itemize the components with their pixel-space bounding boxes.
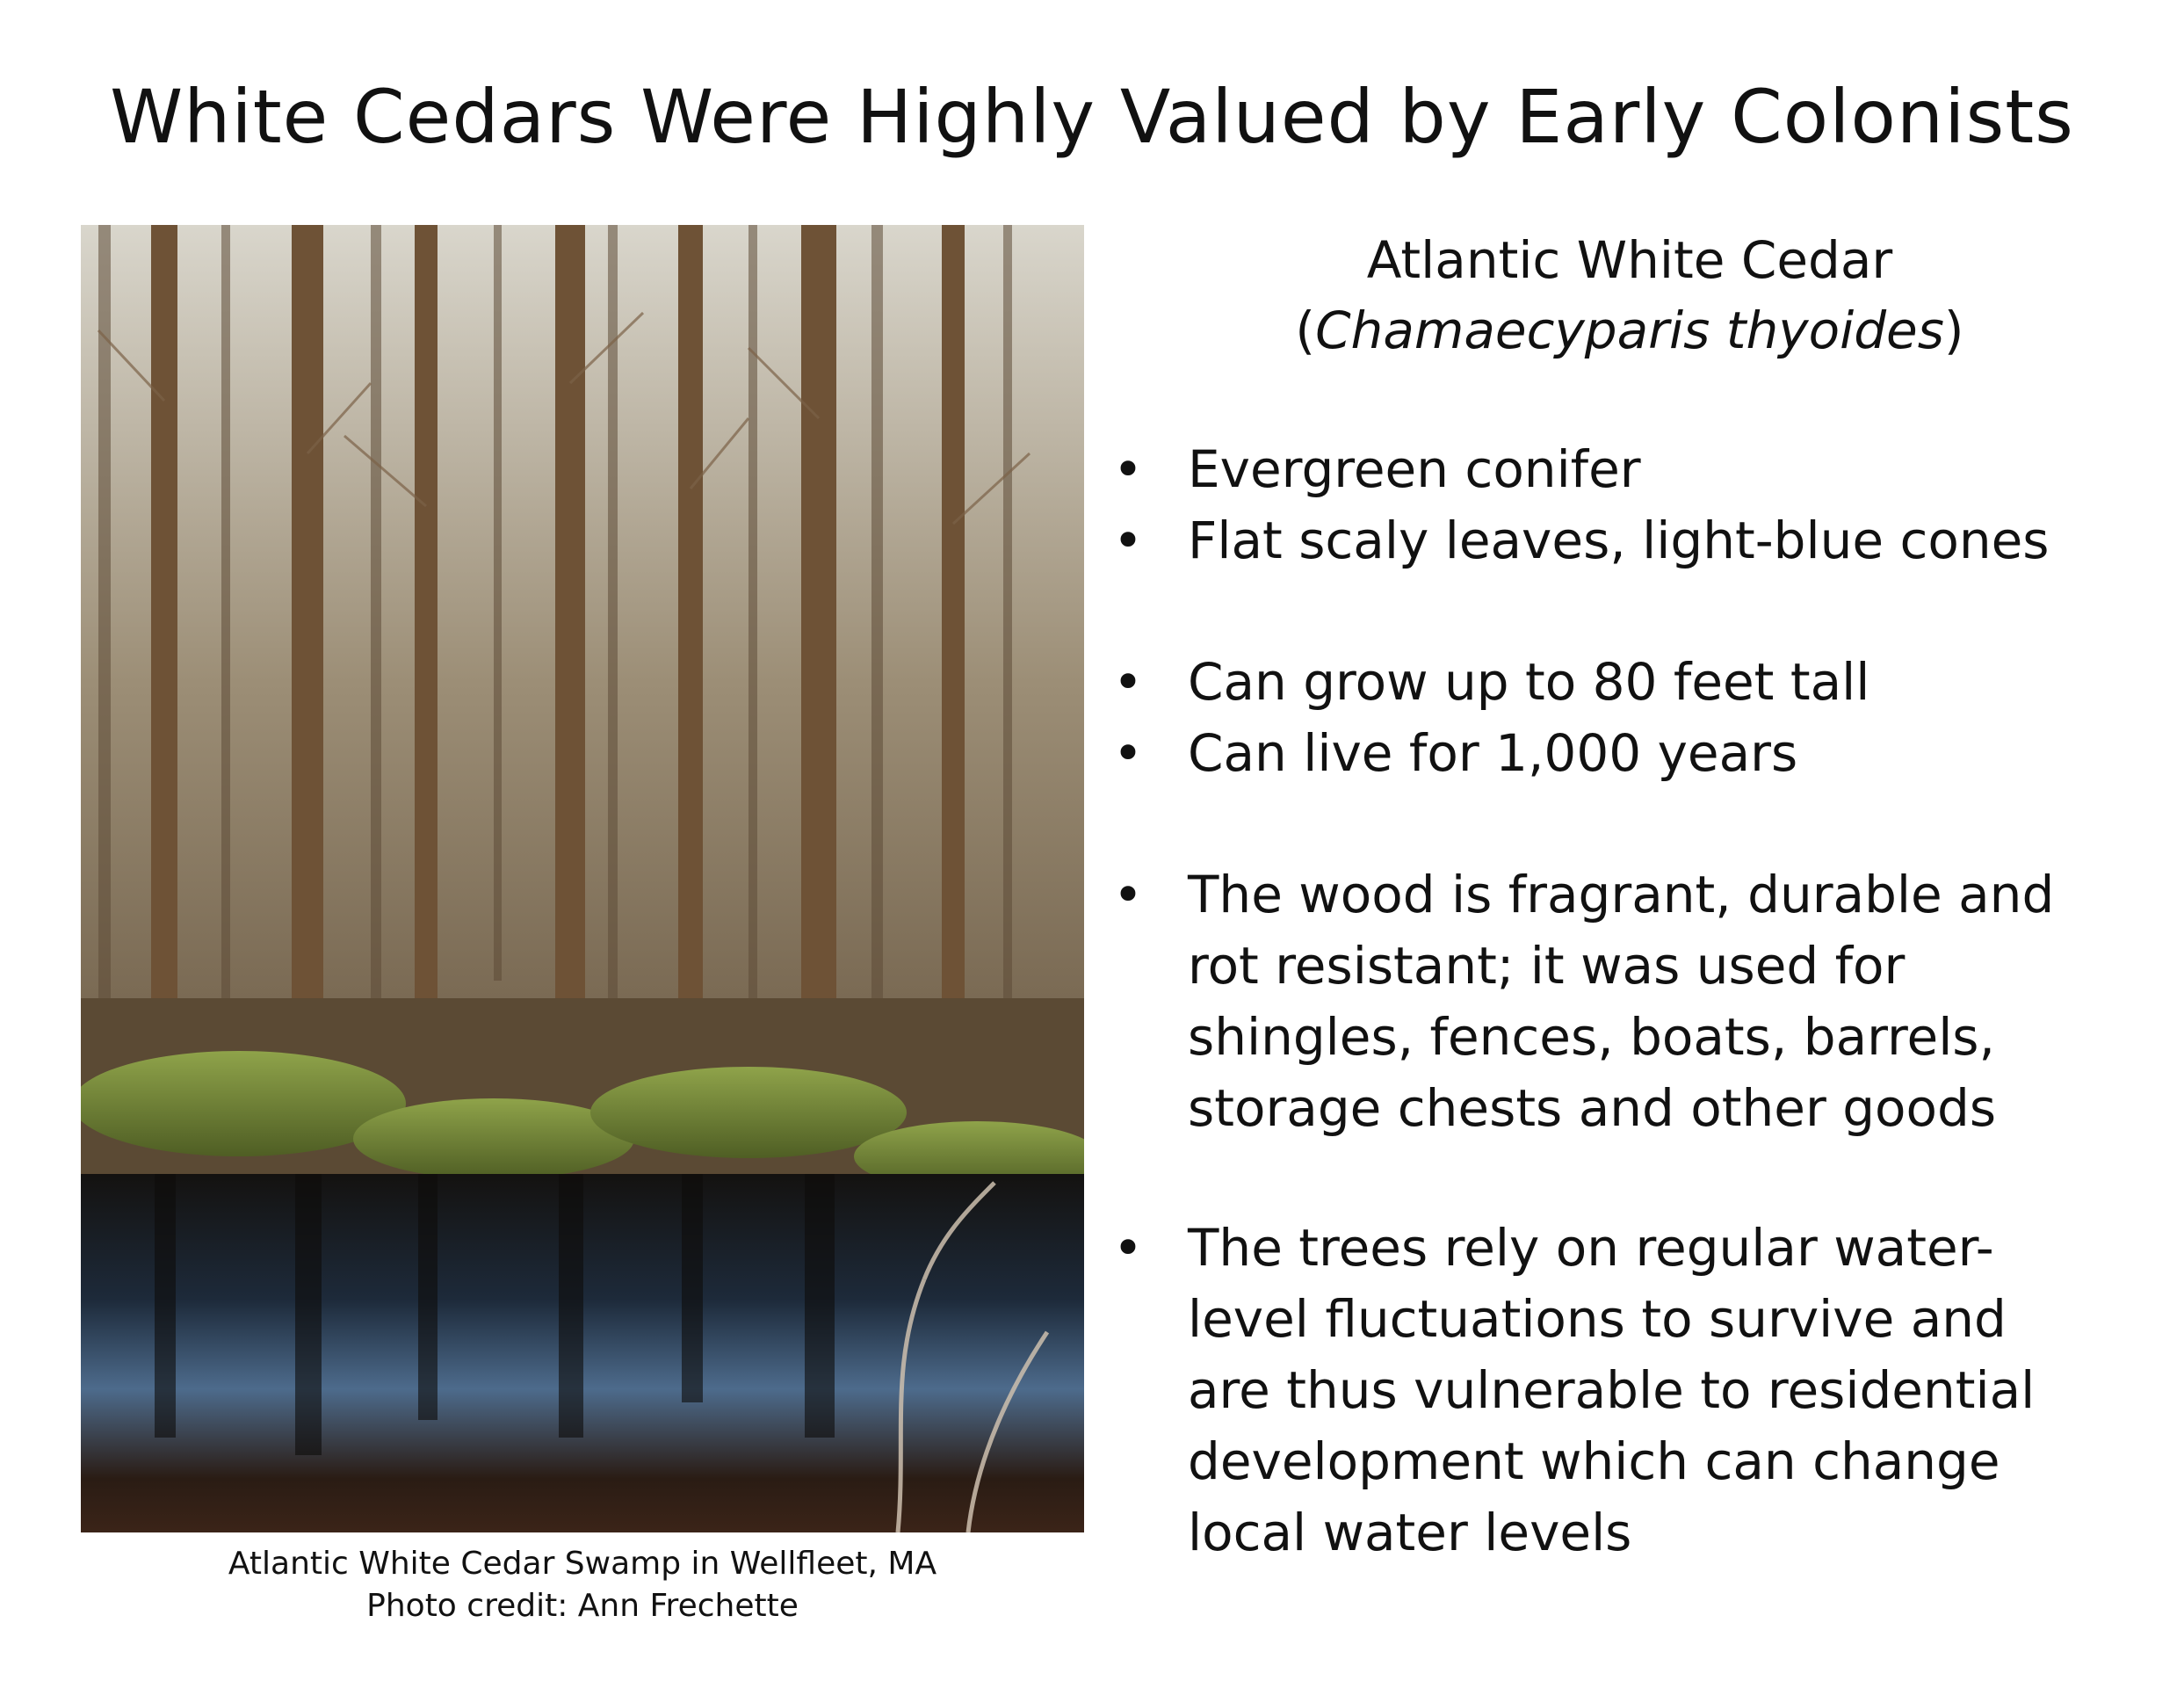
fact-list (1089, 0, 2170, 1688)
bullet-text-line: The trees rely on regular water- (1188, 1218, 1994, 1278)
bullet-text-line: are thus vulnerable to residential (1188, 1360, 2036, 1420)
bullet-text-line: storage chests and other goods (1188, 1078, 1997, 1138)
bullet-item (1089, 505, 2170, 576)
bullet-text-line: development which can change (1188, 1431, 2000, 1491)
species-scientific-name: Chamaecyparis thyoides (1315, 301, 1944, 360)
bullet-item (1089, 1213, 2170, 1568)
bullet-marker: • (1112, 511, 1144, 570)
bullet-text: Flat scaly leaves, light-blue cones (1188, 511, 2050, 570)
bullet-text-line: The wood is fragrant, durable and (1188, 865, 2055, 924)
bullet-marker: • (1112, 723, 1144, 783)
bullet-text-line: rot resistant; it was used for (1188, 936, 1906, 996)
bullet-marker: • (1112, 439, 1144, 499)
bullet-text-line: local water levels (1188, 1503, 1632, 1562)
species-common-name: Atlantic White Cedar (1366, 230, 1893, 290)
bullet-group-size (1089, 647, 2170, 789)
slide-title: White Cedars Were Highly Valued by Early Colonists (110, 74, 2074, 160)
photo-caption-location: Atlantic White Cedar Swamp in Wellfleet, MA (228, 1546, 937, 1582)
bullet-marker: • (1112, 652, 1144, 712)
bullet-text: Evergreen conifer (1188, 439, 1641, 499)
open-paren: ( (1295, 301, 1316, 360)
bullet-text: Can grow up to 80 feet tall (1188, 652, 1870, 712)
bullet-item (1089, 859, 2170, 1144)
swamp-photo-illustration (81, 225, 1084, 1532)
bullet-text-line: shingles, fences, boats, barrels, (1188, 1007, 1995, 1067)
bullet-item (1089, 647, 2170, 718)
photo-caption (81, 1543, 1084, 1627)
bullet-marker: • (1112, 1218, 1144, 1278)
bullet-group-water (1089, 1213, 2170, 1568)
bullet-text-line: level fluctuations to survive and (1188, 1289, 2007, 1349)
photo-credit: Photo credit: Ann Frechette (366, 1588, 799, 1624)
bullet-group-appearance (1089, 434, 2170, 576)
bullet-group-wood (1089, 859, 2170, 1144)
swamp-photo (81, 225, 1084, 1532)
bullet-item (1089, 718, 2170, 789)
close-paren: ) (1943, 301, 1964, 360)
bullet-text: Can live for 1,000 years (1188, 723, 1798, 783)
bullet-item (1089, 434, 2170, 505)
bullet-marker: • (1112, 865, 1144, 924)
